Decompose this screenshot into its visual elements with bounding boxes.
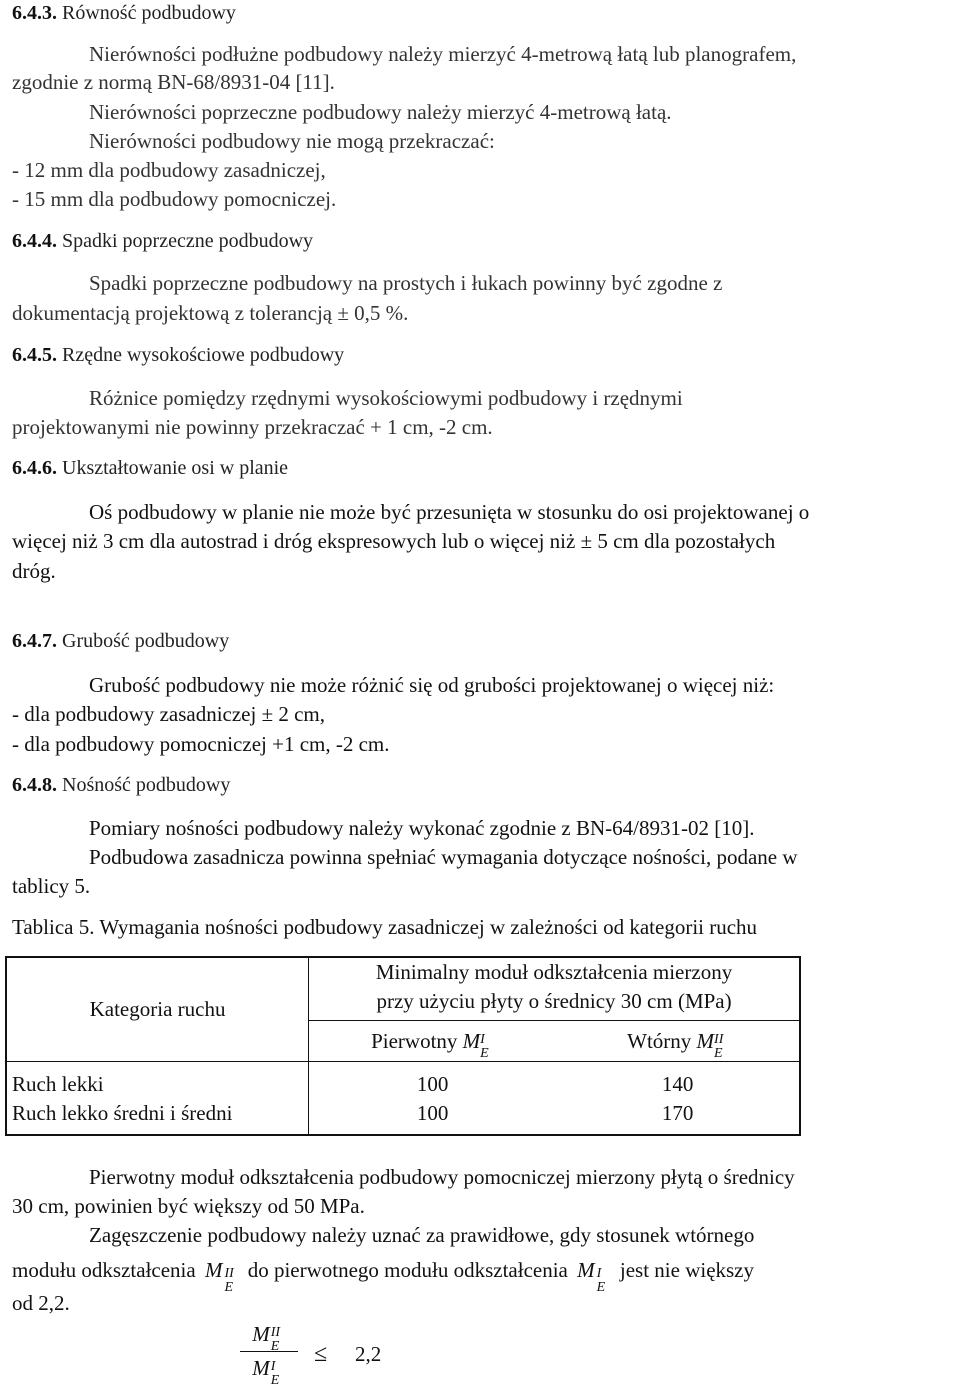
paragraph-line: Nierówności podbudowy nie mogą przekraczać:: [89, 129, 495, 153]
table-header-group: Minimalny moduł odkształcenia mierzony przy użyciu płyty o średnicy 30 cm (MPa): [309, 957, 800, 1021]
section-heading-6-4-3: 6.4.3. Równość podbudowy: [12, 2, 236, 24]
fraction-bar: [240, 1351, 298, 1352]
table-caption: Tablica 5. Wymagania nośności podbudowy zasadniczej w zależności od kategorii ruchu: [12, 915, 758, 939]
paragraph-line: Grubość podbudowy nie może różnić się od grubości projektowanej o więcej niż:: [89, 673, 775, 697]
paragraph-line-with-formula: modułu odkształcenia M II E do pierwotnego modułu odkształcenia M I E jest nie większy: [12, 1258, 755, 1295]
paragraph-line: więcej niż 3 cm dla autostrad i dróg ekspresowych lub o więcej niż ± 5 cm dla pozostałych: [12, 529, 776, 553]
paragraph-line: Pomiary nośności podbudowy należy wykonać zgodnie z BN-64/8931-02 [10].: [89, 816, 755, 840]
list-item: - dla podbudowy pomocniczej +1 cm, -2 cm.: [12, 732, 390, 756]
section-heading-6-4-5: 6.4.5. Rzędne wysokościowe podbudowy: [12, 344, 345, 366]
table-header-secondary: Wtórny M II E: [556, 1021, 800, 1062]
table-header-group-line2: przy użyciu płyty o średnicy 30 cm (MPa): [309, 987, 799, 1021]
paragraph-line: Pierwotny moduł odkształcenia podbudowy pomocniczej mierzony płytą o średnicy: [89, 1165, 795, 1189]
paragraph-line: Nierówności poprzeczne podbudowy należy mierzyć 4-metrową łatą.: [89, 100, 672, 124]
paragraph-line: Spadki poprzeczne podbudowy na prostych i łukach powinny być zgodne z: [89, 271, 723, 295]
paragraph-line: Różnice pomiędzy rzędnymi wysokościowymi podbudowy i rzędnymi: [89, 386, 683, 410]
paragraph-line: Zagęszczenie podbudowy należy uznać za prawidłowe, gdy stosunek wtórnego: [89, 1223, 755, 1247]
paragraph-line: Podbudowa zasadnicza powinna spełniać wymagania dotyczące nośności, podane w: [89, 845, 798, 869]
paragraph-line: Nierówności podłużne podbudowy należy mierzyć 4-metrową łatą lub planografem,: [89, 42, 797, 66]
limit-value: 2,2: [355, 1342, 382, 1366]
table-cell-category: Ruch lekko średni i średni: [6, 1099, 309, 1135]
paragraph-line: Oś podbudowy w planie nie może być przesunięta w stosunku do osi projektowanej o: [89, 500, 810, 524]
table-cell-primary: 100: [416, 1072, 449, 1096]
list-item: - dla podbudowy zasadniczej ± 2 cm,: [12, 702, 326, 726]
paragraph-line: projektowanymi nie powinny przekraczać + 1 cm, -2 cm.: [12, 415, 493, 439]
table-row: [6, 1062, 800, 1100]
paragraph-line: dróg.: [12, 559, 56, 583]
table-cell-secondary: 170: [661, 1101, 694, 1125]
leq-symbol: ≤: [314, 1341, 328, 1367]
ratio-formula: [240, 1322, 298, 1388]
table-cell-primary: 100: [416, 1101, 449, 1125]
paragraph-line: od 2,2.: [12, 1291, 70, 1315]
list-item: - 15 mm dla podbudowy pomocniczej.: [12, 187, 337, 211]
numerator: M II E: [252, 1322, 281, 1354]
section-heading-6-4-7: 6.4.7. Grubość podbudowy: [12, 630, 230, 652]
table-header-category: Kategoria ruchu: [6, 957, 309, 1062]
table-header-primary: Pierwotny M I E: [309, 1021, 557, 1062]
paragraph-line: dokumentacją projektową z tolerancją ± 0,5 %.: [12, 301, 409, 325]
section-heading-6-4-8: 6.4.8. Nośność podbudowy: [12, 774, 231, 796]
table-cell-category: Ruch lekki: [6, 1062, 309, 1100]
table-row: [6, 1099, 800, 1135]
requirements-table: [5, 956, 801, 1136]
denominator: M I E: [252, 1356, 280, 1388]
section-heading-6-4-4: 6.4.4. Spadki poprzeczne podbudowy: [12, 230, 314, 252]
table-cell-secondary: 140: [661, 1072, 694, 1096]
paragraph-line: 30 cm, powinien być większy od 50 MPa.: [12, 1194, 365, 1218]
section-heading-6-4-6: 6.4.6. Ukształtowanie osi w planie: [12, 457, 289, 479]
paragraph-line: zgodnie z normą BN-68/8931-04 [11].: [12, 70, 335, 94]
paragraph-line: tablicy 5.: [12, 874, 91, 898]
list-item: - 12 mm dla podbudowy zasadniczej,: [12, 158, 326, 182]
